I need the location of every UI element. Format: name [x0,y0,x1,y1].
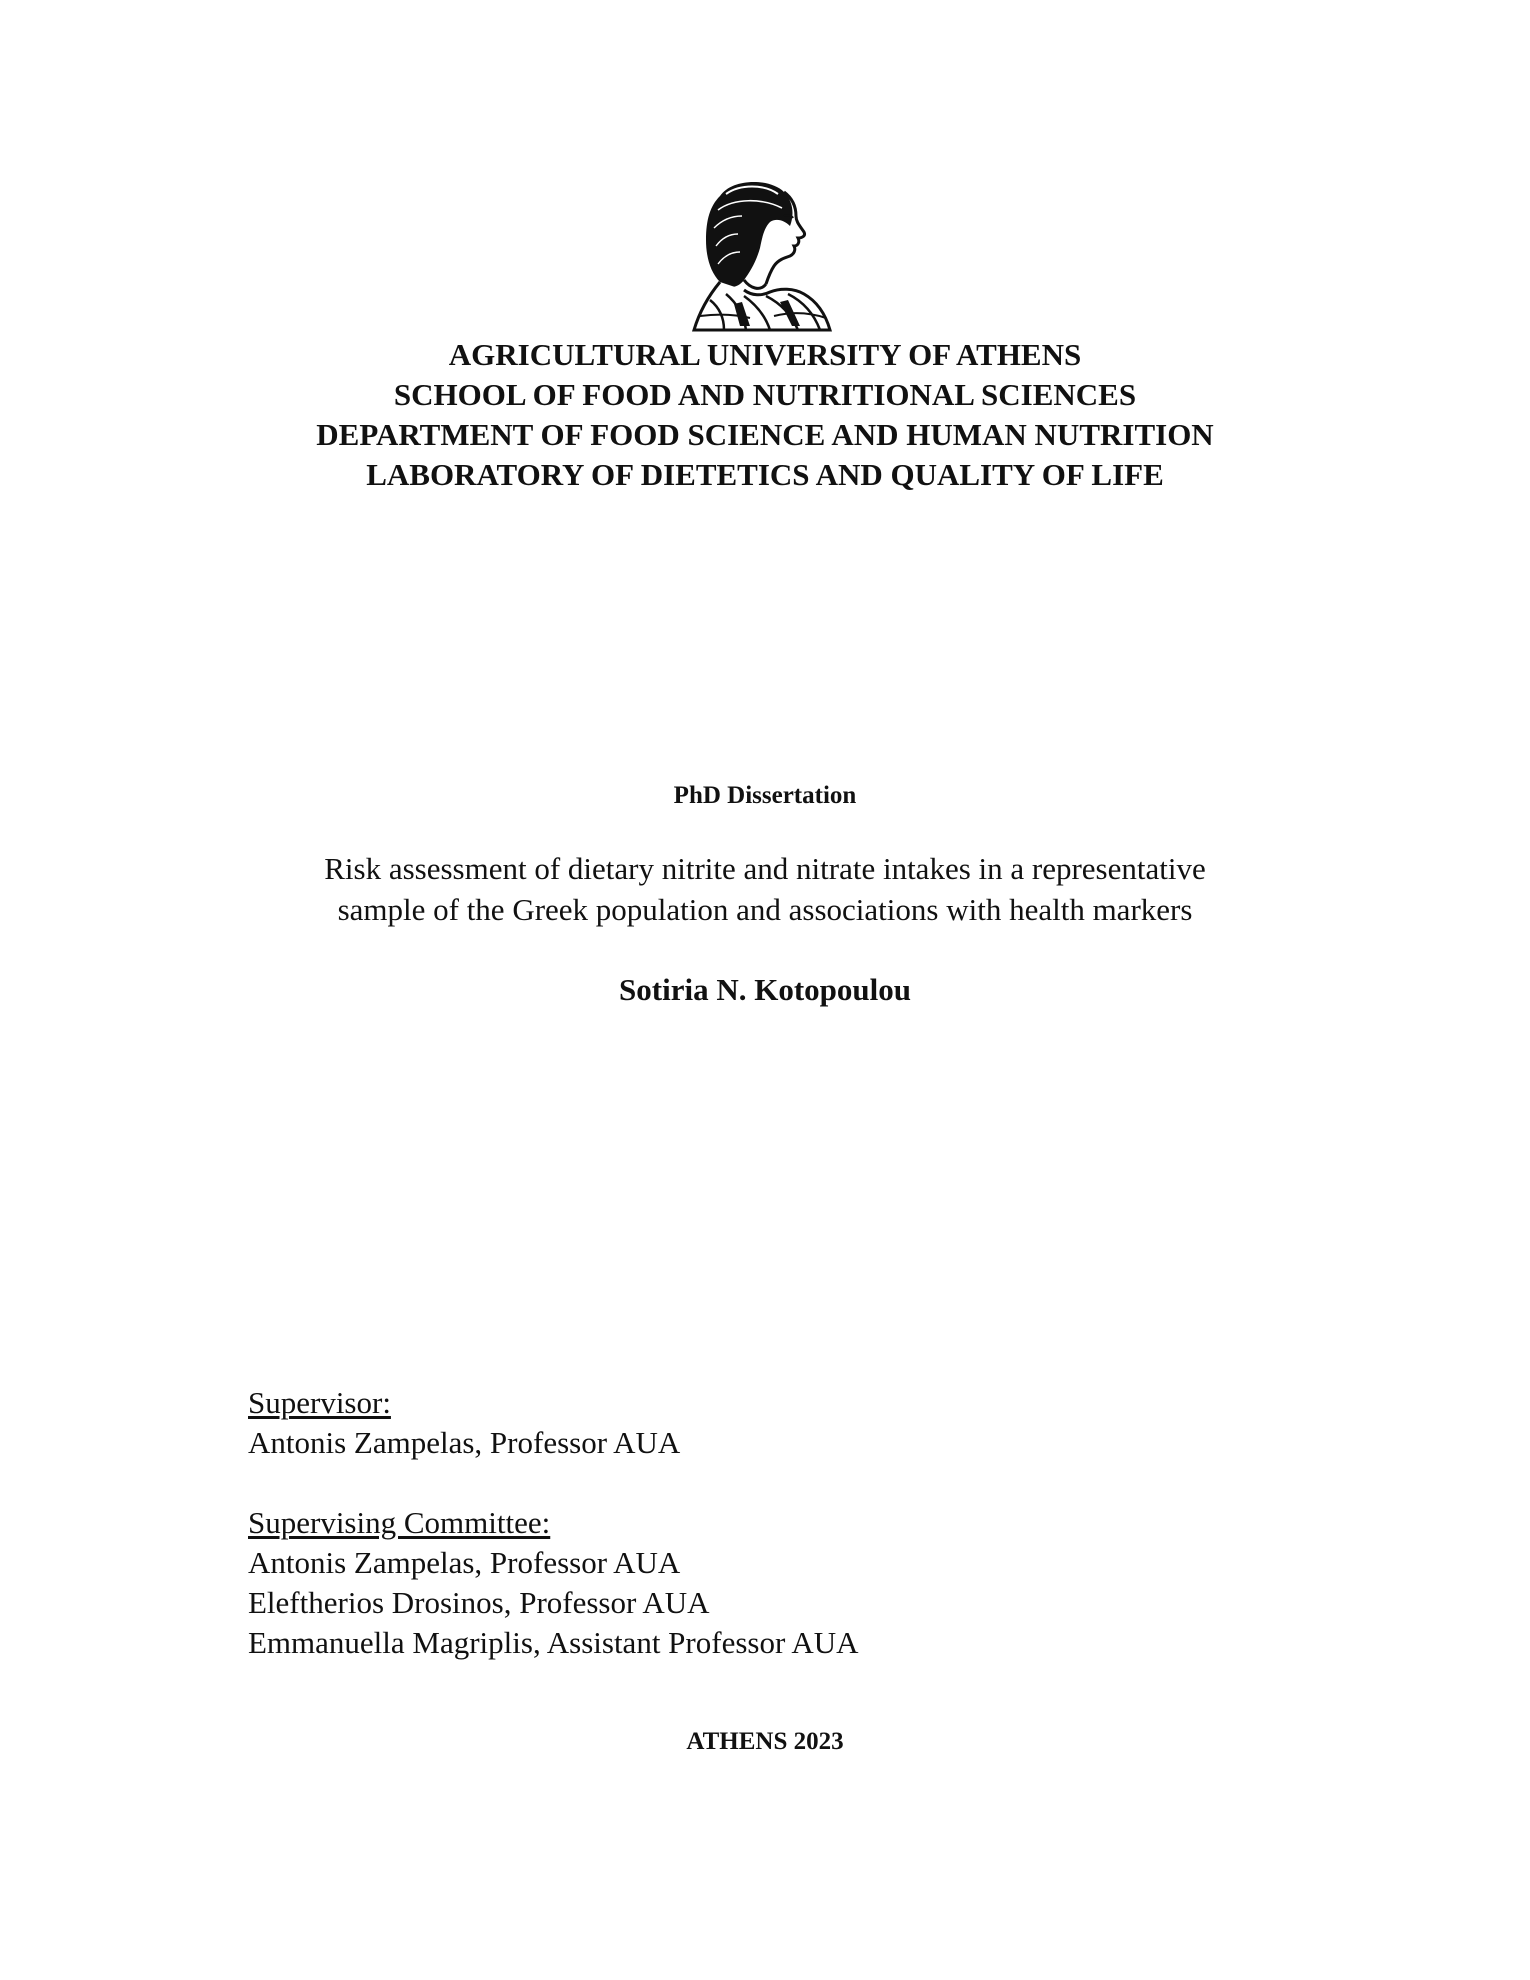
title-line: Risk assessment of dietary nitrite and nitrate intakes in a representative [324,851,1206,886]
supervision-block [248,1383,858,1663]
author-name: Sotiria N. Kotopoulou [619,972,911,1007]
committee-heading: Supervising Committee: [248,1505,551,1540]
dissertation-title [0,848,1530,930]
laboratory-name: LABORATORY OF DIETETICS AND QUALITY OF LIFE [366,457,1164,492]
document-type: PhD Dissertation [673,782,857,809]
supervisor-member: Antonis Zampelas, Professor AUA [248,1425,681,1460]
university-name: AGRICULTURAL UNIVERSITY OF ATHENS [448,337,1082,372]
school-name: SCHOOL OF FOOD AND NUTRITIONAL SCIENCES [393,377,1137,412]
committee-member: Eleftherios Drosinos, Professor AUA [248,1585,710,1620]
department-name: DEPARTMENT OF FOOD SCIENCE AND HUMAN NUTRITION [316,417,1214,452]
committee-member: Emmanuella Magriplis, Assistant Professor AUA [248,1625,859,1660]
committee-member: Antonis Zampelas, Professor AUA [248,1545,681,1580]
place-and-year: ATHENS 2023 [686,1728,844,1755]
institution-block [0,335,1530,495]
supervisor-heading: Supervisor: [248,1385,391,1420]
title-line: sample of the Greek population and associations with health markers [337,892,1193,927]
university-emblem-icon [680,176,836,332]
